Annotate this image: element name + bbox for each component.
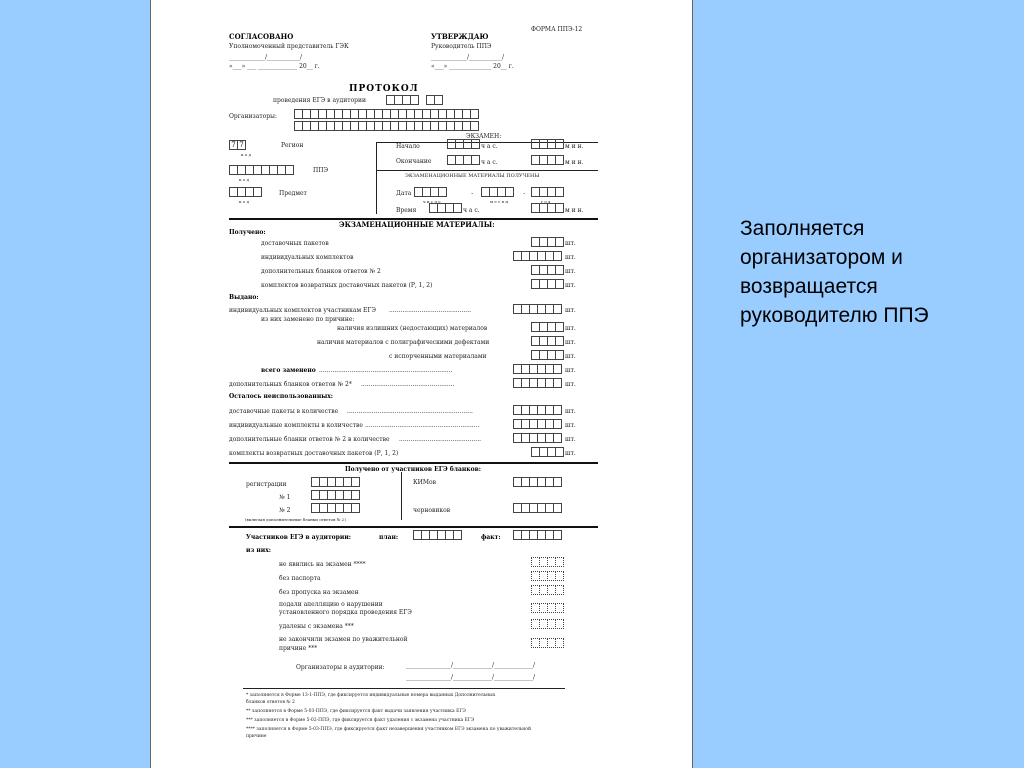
remaining-item-4: комплекты возвратных доставочных пакетов (Р, 1, 2) [229,450,399,457]
received-item-1-unit: шт. [565,240,576,247]
footnote-1: * заполняется в Форме 13-1-ППЭ, где фиксируется индивидуальные номера выданных Дополнительных [246,693,496,698]
replaced-item-3-cells [531,350,563,360]
start-hours-unit: ч а с. [481,143,498,150]
plan-label: план: [379,534,399,541]
participant-item-1-cells [531,557,563,567]
participant-item-3: без пропуска на экзамен [279,589,359,596]
total-replaced-label: всего заменено [261,367,316,374]
time-min-cells [531,203,563,213]
form1-label: № 1 [279,494,291,501]
form1-cells [311,490,359,500]
region-code-cells [229,140,245,150]
received-item-3-unit: шт. [565,268,576,275]
date-month-cells [481,187,513,197]
time-label: Время [396,207,417,214]
issued-item: индивидуальных комплектов участникам ЕГЭ [229,307,376,314]
end-min-cells [531,155,563,165]
region-digit-1: 7 [229,140,238,150]
ppe-cells [229,165,293,175]
extra-forms-unit: шт. [565,381,576,388]
approved-title: УТВЕРЖДАЮ [431,32,489,41]
fact-cells [513,530,561,540]
auditorium-cells-2 [426,95,442,105]
received-item-4-unit: шт. [565,282,576,289]
participant-item-2-cells [531,571,563,581]
remaining-item-3: дополнительные бланки ответов № 2 в количестве [229,436,390,443]
issued-cells [513,304,561,314]
date-label: Дата [396,190,412,197]
replaced-item-2-unit: шт. [565,339,576,346]
time-hours-unit: ч а с. [463,207,480,214]
total-replaced-cells [513,364,561,374]
extra-forms-cells [513,378,561,388]
participant-item-4-cells [531,603,563,613]
agreed-date: «___» ___ _____________ 20__ г. [229,63,320,70]
protocol-title: ПРОТОКОЛ [349,84,419,94]
replaced-item-3: с испорченными материалами [389,353,487,360]
approved-signature: ____________/___________/ [431,54,505,61]
date-year-cells [531,187,563,197]
remaining-label: Осталось неиспользованных: [229,393,334,400]
remaining-item-3-cells [513,433,561,443]
region-label: Регион [281,142,304,149]
exam-label: ЭКЗАМЕН: [466,133,502,140]
received-item-1: доставочных пакетов [261,240,329,247]
received-item-3-cells [531,265,563,275]
date-year-hint: г о д [541,199,551,204]
slide-caption: Заполняется организатором и возвращается руководителю ППЭ [740,217,929,327]
participants-label: Участников ЕГЭ в аудитории: [246,534,351,541]
region-digit-2: 7 [237,140,246,150]
form2-cells [311,503,359,513]
end-label: Окончание [396,158,432,165]
organizers-sign-label: Организаторы в аудитории: [296,664,385,671]
issued-unit: шт. [565,307,576,314]
subject-label: Предмет [279,190,307,197]
organizers-cells-row2 [294,121,478,131]
organizers-cells-row1 [294,109,478,119]
subject-cells [229,187,261,197]
time-hours-cells [429,203,461,213]
remaining-item-1-unit: шт. [565,408,576,415]
participant-item-1: не явились на экзамен **** [279,561,366,568]
replaced-item-2-cells [531,336,563,346]
footnote-3: *** заполняется в Форме 5-02-ППЭ, где фиксируется факт удаления с экзамена участника ЕГЭ [246,718,475,723]
participant-item-3-cells [531,585,563,595]
region-hint: к о д [241,152,251,157]
received-item-2-cells [513,251,561,261]
protocol-form-page: ФОРМА ППЭ-12 СОГЛАСОВАНО Уполномоченный представитель ГЭК ____________/___________/ «___» ___ _____________ 20__ г. УТВЕРЖДАЮ Руководитель ППЭ ____________/___________/ «___» ______________ 20__ г. ПРОТОКОЛ проведения ЕГЭ в аудитории Организаторы: ЭКЗАМЕН: 7 7 к о д Регион ППЭ к о д Предмет к о д Начало ч а с. м и н. Окончание ч а с. м и н. ЭКЗАМЕНАЦИОННЫЕ МАТЕРИАЛЫ ПОЛУЧЕНЫ Дата ч и с л о . м е с я ц . г о д Время ч а с. м и н. ЭКЗАМЕНАЦИОННЫЕ МАТЕРИАЛЫ: Получено: доставочных пакетов шт. индивидуальных комплектов шт. дополнительных бланков ответов № 2 шт. комплектов возвратных доставочных пакетов (Р, 1, 2) шт. Выдано: индивидуальных комплектов участникам ЕГЭ ........................................... шт. из них заменено по причине: наличия излишних (недостающих) материалов шт. наличия материалов с полиграфическими дефектами шт. с испорченными материалами шт. всего заменено ...................................................................... шт. дополнительных бланков ответов № 2* ................................................. шт. Осталось неиспользованных: доставочные пакеты в количестве .................................................................. шт. индивидуальные комплекты в количестве ............................................................ шт. дополнительные бланки ответов № 2 в количестве ........................................... шт. комплекты возвратных доставочных пакетов (Р, 1, 2) шт. Получено от участников ЕГЭ бланков: регистрации № 1 № 2 (включая дополнительные бланки ответов № 2) КИМов черновиков Участников ЕГЭ в аудитории: план: факт: из них: не явились на экзамен **** без паспорта без пропуска на экзамен подали апелляцию о нарушении установленного порядка проведения ЕГЭ удалены с экзамена *** не закончили экзамен по уважительной причине *** Организаторы в аудитории: _______________/_____________/_____________/ _______________/_____________/_____________/ * заполняется в Форме 13-1-ППЭ, где фиксируется индивидуальные номера выданных Дополнительных бланков ответов № 2 ** заполняется в Форме 5-03-ППЭ, где фиксируется факт выдачи заявления участника ЕГЭ *** заполняется в Форме 5-02-ППЭ, где фиксируется факт удаления с экзамена участника ЕГЭ **** заполняется в Форме 5-03-ППЭ, где фиксируется факт незавершения участником ЕГЭ экзамена по уважительной причине [150,0,693,768]
registration-cells [311,477,359,487]
participant-item-6b: причине *** [279,645,318,652]
approved-date: «___» ______________ 20__ г. [431,63,514,70]
remaining-item-3-unit: шт. [565,436,576,443]
time-min-unit: м и н. [565,207,584,214]
received-materials-label: ЭКЗАМЕНАЦИОННЫЕ МАТЕРИАЛЫ ПОЛУЧЕНЫ [405,173,540,179]
participant-item-4b: установленного порядка проведения ЕГЭ [279,609,412,616]
organizers-label: Организаторы: [229,113,277,120]
ppe-label: ППЭ [313,167,329,174]
registration-label: регистрации [246,481,287,488]
replaced-item-2: наличия материалов с полиграфическими дефектами [317,339,490,346]
protocol-subtitle: проведения ЕГЭ в аудитории [273,97,367,104]
auditorium-cells [386,95,418,105]
from-participants-title: Получено от участников ЕГЭ бланков: [345,466,481,473]
footnote-1b: бланков ответов № 2 [246,700,295,705]
received-label: Получено: [229,229,266,236]
of-them-label: из них: [246,547,272,554]
replaced-label: из них заменено по причине: [261,316,355,323]
remaining-item-1: доставочные пакеты в количестве [229,408,339,415]
replaced-item-1-unit: шт. [565,325,576,332]
agreed-title: СОГЛАСОВАНО [229,32,294,41]
approved-role: Руководитель ППЭ [431,43,492,50]
footnote-2: ** заполняется в Форме 5-03-ППЭ, где фиксируется факт выдачи заявления участника ЕГЭ [246,709,466,714]
start-min-unit: м и н. [565,143,584,150]
fact-label: факт: [481,534,501,541]
footnote-4: **** заполняется в Форме 5-03-ППЭ, где фиксируется факт незавершения участником ЕГЭ экзамена по уважительной [246,727,532,732]
drafts-label: черновиков [413,507,451,514]
footnote-4b: причине [246,734,267,739]
agreed-signature: ____________/___________/ [229,54,303,61]
form-code: ФОРМА ППЭ-12 [531,26,583,33]
drafts-cells [513,503,561,513]
kim-cells [513,477,561,487]
participant-item-2: без паспорта [279,575,321,582]
remaining-item-4-cells [531,447,563,457]
extra-forms-label: дополнительных бланков ответов № 2* [229,381,352,388]
replaced-item-1: наличия излишних (недостающих) материалов [337,325,488,332]
remaining-item-2-unit: шт. [565,422,576,429]
remaining-item-2: индивидуальные комплекты в количестве [229,422,363,429]
end-hours-cells [447,155,479,165]
plan-cells [413,530,461,540]
agreed-role: Уполномоченный представитель ГЭК [229,43,349,50]
materials-title: ЭКЗАМЕНАЦИОННЫЕ МАТЕРИАЛЫ: [339,220,495,229]
end-hours-unit: ч а с. [481,159,498,166]
participant-item-5-cells [531,619,563,629]
received-item-2-unit: шт. [565,254,576,261]
remaining-item-1-cells [513,405,561,415]
received-item-2: индивидуальных комплектов [261,254,354,261]
received-item-4-cells [531,279,563,289]
remaining-item-4-unit: шт. [565,450,576,457]
received-item-3: дополнительных бланков ответов № 2 [261,268,381,275]
remaining-item-2-cells [513,419,561,429]
form2-label: № 2 [279,507,291,514]
participant-item-4: подали апелляцию о нарушении [279,601,383,608]
date-month-hint: м е с я ц [490,199,508,204]
kim-label: КИМов [413,479,437,486]
end-min-unit: м и н. [565,159,584,166]
received-item-4: комплектов возвратных доставочных пакетов (Р, 1, 2) [261,282,433,289]
total-replaced-unit: шт. [565,367,576,374]
start-min-cells [531,139,563,149]
start-hours-cells [447,139,479,149]
participant-item-5: удалены с экзамена *** [279,623,354,630]
date-day-hint: ч и с л о [423,199,441,204]
extra-note: (включая дополнительные бланки ответов № 2) [245,517,346,522]
subject-hint: к о д [239,199,249,204]
start-label: Начало [396,143,420,150]
received-item-1-cells [531,237,563,247]
replaced-item-3-unit: шт. [565,353,576,360]
issued-label: Выдано: [229,294,259,301]
participant-item-6: не закончили экзамен по уважительной [279,636,408,643]
ppe-hint: к о д [239,177,249,182]
replaced-item-1-cells [531,322,563,332]
date-day-cells [414,187,446,197]
participant-item-6-cells [531,638,563,648]
